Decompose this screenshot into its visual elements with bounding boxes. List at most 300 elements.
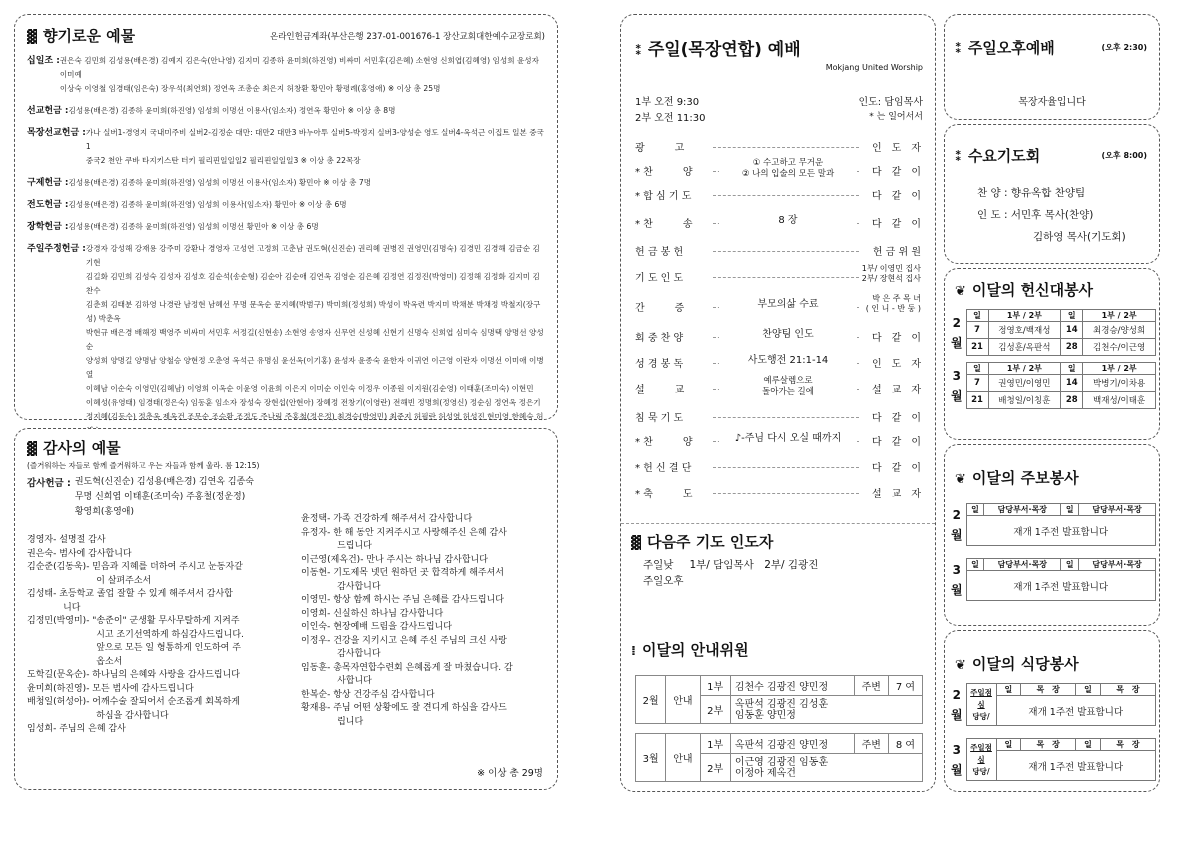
worship-order-item: [635, 213, 921, 233]
bulletin-table: [948, 558, 1156, 601]
month-label: [948, 310, 966, 356]
flower-icon: ❦: [955, 472, 966, 487]
thanks-message: [327, 702, 507, 729]
bulletin-panel: [944, 444, 1160, 626]
offering-line: 이혜성(유영태) 임경태(정은숙) 임동훈 임소자 장성숙 장현섭(안현아) 장혜정 전창기(이영란) 전해빈 정명희(정영신) 정순심 정연옥 정은기: [85, 398, 541, 407]
usher-service: 1부: [700, 676, 730, 696]
thanks-message-line: 감사합니다: [337, 649, 381, 659]
offering-label: 구제헌금 :: [27, 178, 69, 188]
worship-item-label: * 헌 신 결 단: [635, 463, 692, 474]
usher-role: 안내: [666, 734, 700, 782]
thanks-message: [327, 621, 452, 635]
table-cell: 정영호/백재성: [988, 322, 1061, 339]
thanks-entry: [27, 723, 297, 737]
thanks-message-line: - 주님 어떤 상황에도 잘 견디게 하심을 감사드: [327, 703, 507, 713]
cafeteria-table: [948, 738, 1156, 781]
worship-title: 주일(목장연합) 예배: [647, 40, 801, 60]
thanks-message: [327, 635, 507, 662]
thanks-name: 김순준(김동욱): [27, 562, 87, 572]
thanks-message-line: 사합니다: [337, 676, 372, 686]
offering-line: 가나 실버1-경영지 국내미주비 실버2-김정순 대만: 대만2 대만3 바누아투 실버5-박정지 실버3-양성순 영도 실버4-옥석근 이집트 일본 중국1: [85, 128, 544, 151]
section-mark-icon: ⁞: [631, 644, 636, 659]
announce-text: 재개 1주전 발표합니다: [996, 751, 1156, 781]
offering-label: 장학헌금 :: [27, 222, 69, 232]
thanks-name: 이영희: [301, 608, 328, 619]
thanks-entry: [27, 696, 297, 723]
worship-order-item: [635, 185, 921, 205]
thanks-title: 감사의 예물: [43, 439, 121, 457]
thanks-subtitle: (즐거워하는 자들로 함께 즐거워하고 우는 자들과 함께 울라. 롬 12:15): [27, 461, 260, 470]
thanks-message-line: - 기도제목 넷던 원하던 곳 합격하게 해주셔서: [327, 568, 504, 578]
worship-order-item: [635, 294, 921, 317]
thanks-message-line: 이 살펴주소서: [96, 575, 152, 586]
thanks-entry: [27, 561, 297, 588]
thanks-message-line: 하심을 감사합니다: [96, 710, 169, 721]
dotted-leader: [713, 251, 859, 252]
worship-item-person: 다 같 이: [872, 459, 921, 474]
worship-item-person: 다 같 이: [872, 409, 921, 424]
worship-item-label: 간 증: [635, 303, 685, 314]
thanks-message-line: - 믿음과 지혜를 더하여 주시고 눈동자같: [86, 562, 243, 572]
offering-label: 주일주정헌금 :: [27, 244, 86, 254]
worship-item-content: ① 수고하고 무거운 ② 나의 입술의 모든 말과: [719, 158, 857, 180]
table-cell: 7: [966, 322, 988, 339]
table-cell: 백재성/이태훈: [1083, 392, 1156, 409]
table-header-cell: 일: [1061, 310, 1083, 322]
month-unit: 월: [950, 762, 963, 777]
table-header-cell: 1부 / 2부: [988, 363, 1061, 375]
usher-names: 이근영 김광진 임동훈 이정아 제옥건: [730, 754, 922, 782]
table-row: [948, 322, 1156, 339]
offering-line: 정지혜(김동수) 정춘옥 제옥건 조무순 조승환 조정도 주나림 주홍철(정은정) 최경승(박영민) 최준지 허필란 허성영 허성진 현미영 한혜숙 허: [85, 412, 544, 421]
thanks-entry: [301, 554, 551, 568]
worship-item-content: 찬양팀 인도: [719, 329, 857, 340]
table-cell: 28: [1061, 392, 1083, 409]
thanks-message-line: 옵소서: [96, 656, 123, 667]
offering-panel: [14, 14, 558, 420]
table-header-cell: 목 장: [1021, 684, 1076, 696]
table-cell: 14: [1061, 322, 1083, 339]
thanks-message-line: - "송준이" 군생활 무사무탈하게 지켜주: [86, 616, 240, 626]
table-cell: 김성훈/옥판석: [988, 339, 1061, 356]
cafeteria-panel: [944, 630, 1160, 792]
dotted-leader: [713, 493, 859, 494]
table-body: [948, 559, 1156, 601]
table-header-cell: 일: [1061, 504, 1079, 516]
thanks-entry: [301, 689, 551, 703]
table-body: [948, 739, 1156, 781]
offering-names: [86, 242, 545, 452]
table-body: [948, 363, 1156, 409]
usher-count: 8 여: [888, 734, 922, 754]
thanks-entry: [301, 594, 551, 608]
table-header-cell: 일: [966, 363, 988, 375]
offering-names: [60, 54, 545, 96]
worship-item-content: ♪-주님 다시 오실 때까지: [719, 433, 857, 444]
offering-line: 이상숙 이영철 임경태(임은숙) 장우석(최연희) 정연옥 조총순 최은지 허창환 황민아 황평례(홍영애) ※ 이상 총 25명: [59, 84, 441, 93]
worship-time1: 1부 오전 9:30: [635, 97, 700, 108]
month-label: [948, 739, 966, 781]
thanks-header-line: 무명 신희엽 이태훈(조미숙) 주홍철(정운정): [74, 492, 246, 502]
thanks-entry: [27, 534, 297, 548]
table-body: [948, 504, 1156, 546]
cafeteria-title: 이달의 식당봉사: [971, 655, 1079, 673]
month-unit: 월: [950, 388, 963, 403]
worship-item-label: 설 교: [635, 385, 685, 396]
thanks-entry: [301, 567, 551, 594]
offering-entry: [27, 54, 545, 96]
table-cell: 21: [966, 392, 988, 409]
table-header-cell: 일: [1076, 684, 1101, 696]
thanks-name: 도학길(문옥순): [27, 670, 87, 680]
announce-text: 재개 1주전 발표합니다: [996, 696, 1156, 726]
afternoon-title: 주일오후예배: [967, 39, 1055, 57]
usher-names: 옥판석 김광진 양민정: [730, 734, 854, 754]
table-header-cell: 목 장: [1100, 684, 1155, 696]
month-number: 2: [952, 507, 961, 522]
thanks-entry: [27, 548, 297, 562]
worship-note: * 는 일어서서: [869, 112, 923, 122]
table-cell: 7: [966, 375, 988, 392]
offering-entry: [27, 198, 545, 212]
offering-entries: [27, 54, 545, 452]
worship-item-person: 설 교 자: [872, 381, 921, 396]
offering-line: 김성용(배은경) 김종하 윤미희(하진영) 임성희 이용사(임소자) 황민아 ※ 이상 총 6명: [68, 200, 347, 209]
section-mark-icon: ▓: [27, 30, 37, 45]
worship-item-person: 인 도 자: [872, 355, 921, 370]
worship-item-person: 다 같 이: [872, 215, 921, 230]
dedication-tables: [948, 309, 1156, 415]
thanks-message: [86, 669, 240, 683]
worship-item-label: 광 고: [635, 143, 685, 154]
dotted-leader: [713, 277, 859, 278]
thanks-entry: [301, 662, 551, 689]
worship-item-person: 인 도 자: [872, 139, 921, 154]
wednesday-time: (오후 8:00): [1101, 151, 1147, 160]
worship-order-item: [635, 457, 921, 477]
thanks-message-line: - 가족 건강하게 해주셔서 감사합니다: [327, 514, 473, 524]
thanks-name: 윤정택: [301, 514, 328, 524]
thanks-message-line: - 항상 건강주심 감사합니다: [327, 689, 435, 700]
worship-order-item: [635, 137, 921, 157]
thanks-message-line: 드립니다: [337, 541, 372, 551]
table-row: [948, 375, 1156, 392]
thanks-entry: [301, 513, 551, 527]
wednesday-leader: 인 도 : 서민후 목사(찬양): [977, 209, 1094, 221]
offering-line: 권은숙 김민희 김성용(배은경) 김예지 김은숙(안나영) 김지미 김종하 윤미희(하진영) 비싸미 서민후(김은혜) 소현영 신희엽(김혜영) 임성희 윤성자 이미예: [59, 56, 539, 79]
lunch-label-top: 주일점심: [970, 687, 992, 709]
table-header-row: [948, 363, 1156, 375]
thanks-right-column: [301, 513, 551, 729]
dedication-panel: [944, 268, 1160, 440]
thanks-message: [327, 513, 472, 527]
thanks-message-line: - 총목자연합수련회 은혜롭게 잘 마쳤습니다. 감: [327, 662, 513, 673]
table-header-cell: 1부 / 2부: [988, 310, 1061, 322]
table-row: [948, 571, 1156, 601]
usher-row: [636, 676, 923, 696]
dotted-leader: [713, 417, 859, 418]
usher-row: [636, 734, 923, 754]
month-unit: 월: [950, 335, 963, 350]
worship-item-label: 침 묵 기 도: [635, 413, 684, 424]
thanks-message: [86, 561, 243, 588]
worship-order-item: [635, 241, 921, 261]
table-header-row: [948, 739, 1156, 751]
offering-line: 김길화 김민희 김성숙 김성자 김성호 김순석(송순형) 김순아 김순애 김연옥 김영순 김은혜 김정연 김정진(박영미) 김정해 김정화 김지미 김찬수: [85, 272, 540, 295]
thanks-total: ※ 이상 총 29명: [477, 768, 543, 779]
worship-item-content: 사도행전 21:1-14: [719, 355, 857, 366]
afternoon-text: 목장자율입니다: [1018, 97, 1086, 108]
table-row: [948, 339, 1156, 356]
section-mark-icon: ⁑: [955, 42, 962, 57]
worship-item-content: 8 장: [719, 215, 857, 226]
table-header-cell: 일: [996, 684, 1021, 696]
worship-order-item: [635, 264, 921, 287]
table-row: [948, 516, 1156, 546]
month-label: [948, 559, 966, 601]
month-unit: 월: [950, 527, 963, 542]
table-header-row: [948, 684, 1156, 696]
worship-item-label: * 축 도: [635, 489, 693, 500]
thanks-panel: [14, 428, 558, 790]
lunch-label-bottom: 당당/: [972, 711, 990, 721]
thanks-entry: [27, 683, 297, 697]
offering-label: 목장선교헌금 :: [27, 128, 86, 138]
table-header-cell: 일: [966, 504, 984, 516]
thanks-entry: [301, 527, 551, 554]
thanks-message: [86, 696, 240, 723]
offering-line: 박현규 배은경 배해정 백영주 비싸미 서민후 서정길(신현송) 소현영 송영자 신무연 신성혜 신현기 신명숙 신희엽 심미숙 심명택 양명선 양성순: [85, 328, 544, 351]
section-mark-icon: ▓: [27, 442, 37, 457]
usher-role: 안내: [666, 676, 700, 724]
thanks-message-line: 앞으로 모든 일 형통하게 인도하여 주: [96, 643, 241, 653]
worship-item-person: 다 같 이: [872, 163, 921, 178]
thanks-message-line: 립니다: [337, 716, 364, 727]
cafeteria-table: [948, 683, 1156, 726]
table-cell: 최경승/양성희: [1083, 322, 1156, 339]
offering-line: 김성용(배은경) 김종하 윤미희(하진영) 임성희 이명선 황민아 ※ 이상 총 6명: [68, 222, 319, 231]
thanks-name: 이인숙: [301, 622, 328, 632]
thanks-name: 김정민(박영미): [27, 616, 87, 626]
thanks-message-line: - 모든 범사에 감사드립니다: [86, 683, 194, 694]
wednesday-panel: [944, 124, 1160, 264]
dotted-leader: [713, 467, 859, 468]
worship-order-item: [635, 327, 921, 347]
month-label: [948, 684, 966, 726]
thanks-message-line: - 초등학교 졸업 잘할 수 있게 해주셔서 감사합: [53, 589, 233, 599]
worship-item-person: 설 교 자: [872, 485, 921, 500]
table-header-cell: 일: [966, 559, 984, 571]
table-cell: 14: [1061, 375, 1083, 392]
thanks-message-line: - 건강을 지키시고 은혜 주신 주님의 크신 사랑: [327, 635, 507, 646]
offering-entry: [27, 242, 545, 452]
month-number: 2: [952, 687, 961, 702]
offering-entry: [27, 176, 545, 190]
offering-label: 선교헌금 :: [27, 106, 69, 116]
table-cell: 박병기/이차용: [1083, 375, 1156, 392]
thanks-name: 황재용: [301, 703, 328, 713]
month-unit: 월: [950, 582, 963, 597]
offering-entry: [27, 220, 545, 234]
afternoon-time: (오후 2:30): [1101, 43, 1147, 52]
offering-label: 전도헌금 :: [27, 200, 69, 210]
dedication-title: 이달의 헌신대봉사: [971, 281, 1094, 299]
thanks-message: [53, 723, 126, 737]
worship-item-person: 헌 금 위 원: [873, 243, 921, 258]
worship-item-person: 다 같 이: [872, 187, 921, 202]
thanks-message-line: - 만나 주시는 하나님 감사합니다: [360, 554, 488, 565]
section-mark-icon: ⁑: [635, 44, 642, 59]
wednesday-leader2: 김하영 목사(기도회): [1033, 231, 1126, 243]
thanks-message: [53, 534, 105, 548]
table-header-cell: 일: [1061, 363, 1083, 375]
offering-entry: [27, 104, 545, 118]
thanks-name: 유정자: [301, 527, 328, 538]
thanks-name: 윤미희(하진영): [27, 683, 87, 694]
offering-line: 강경자 강성해 강재용 강주미 강환나 경영자 고성연 고정희 고춘남 권도혁(신진순) 권리혜 권병진 권영민(김명숙) 김경민 김경해 김금순 김기현: [85, 244, 540, 267]
table-header-row: [948, 504, 1156, 516]
worship-item-content: 부모의삶 수료: [719, 299, 857, 310]
next-prayer-day-value: 1부/ 담임목사 2부/ 김광진: [689, 559, 819, 571]
worship-item-person: 1부/ 이영민 집사 2부/ 장현석 집사: [861, 264, 921, 283]
table-header-cell: 담당부서·목장: [984, 504, 1061, 516]
table-header-cell: 담당부서·목장: [984, 559, 1061, 571]
month-number: 2: [952, 315, 961, 330]
table-cell: 28: [1061, 339, 1083, 356]
thanks-message-line: - 한 해 동안 지켜주시고 사랑해주신 은혜 감사: [327, 527, 507, 538]
usher-month: 2월: [636, 676, 666, 724]
worship-order-item: [635, 431, 921, 451]
worship-panel: [620, 14, 936, 792]
thanks-header-line: 황영희(홍영애): [74, 507, 135, 517]
worship-item-person: 다 같 이: [872, 433, 921, 448]
thanks-entry: [301, 621, 551, 635]
thanks-message-line: - 신실하신 하나님 감사합니다: [327, 608, 444, 619]
thanks-message: [327, 527, 507, 554]
thanks-message-line: - 현장예배 드림을 감사드립니다: [327, 622, 452, 632]
lunch-label-bottom: 당당/: [972, 766, 990, 776]
offering-line: 김성용(배은경) 김종하 윤미희(하진영) 임성희 이명선 이용사(임소자) 황민아 ※ 이상 총 7명: [68, 178, 372, 187]
table-body: [948, 684, 1156, 726]
thanks-name: 권은숙: [27, 548, 54, 559]
month-label: [948, 504, 966, 546]
worship-item-label: 회 중 찬 양: [635, 333, 684, 344]
worship-item-label: 헌 금 봉 헌: [635, 247, 684, 258]
worship-item-label: * 찬 송: [635, 219, 693, 230]
cafeteria-tables: [948, 683, 1156, 793]
table-cell: 21: [966, 339, 988, 356]
bulletin-tables: [948, 503, 1156, 613]
thanks-entry: [301, 635, 551, 662]
worship-order-item: [635, 376, 921, 399]
dotted-leader: [713, 147, 859, 148]
offering-names: [86, 126, 545, 168]
thanks-message-line: 감사합니다: [337, 581, 381, 592]
thanks-message-line: - 주님의 은혜 감사: [53, 724, 126, 734]
month-number: 3: [952, 368, 961, 383]
section-mark-icon: ⁑: [955, 150, 962, 165]
ushers-table: [635, 675, 923, 782]
worship-item-content: 예루살렘으로 돌아가는 길에: [719, 376, 857, 398]
wednesday-praise: 찬 양 : 향유옥합 찬양팀: [977, 187, 1086, 199]
table-header-row: [948, 559, 1156, 571]
month-number: 3: [952, 562, 961, 577]
table-header-cell: 담당부서·목장: [1079, 504, 1156, 516]
worship-item-person: 다 같 이: [872, 329, 921, 344]
usher-service: 2부: [700, 754, 730, 782]
lunch-label-top: 주일점심: [970, 742, 992, 764]
thanks-message: [86, 683, 193, 697]
offering-entry: [27, 126, 545, 168]
thanks-entry: [27, 669, 297, 683]
month-number: 3: [952, 742, 961, 757]
thanks-message-line: - 항상 함께 하시는 주님 은혜를 감사드립니다: [327, 595, 504, 605]
thanks-message: [360, 554, 488, 568]
thanks-entry: [301, 608, 551, 622]
thanks-message: [327, 689, 434, 703]
announce-text: 재개 1주전 발표합니다: [966, 516, 1156, 546]
wednesday-title: 수요기도회: [967, 147, 1041, 165]
table-header-cell: 일: [966, 310, 988, 322]
next-prayer-label-day: 주일낮: [643, 559, 674, 571]
worship-item-label: * 찬 양: [635, 437, 693, 448]
bulletin-title: 이달의 주보봉사: [971, 469, 1079, 487]
thanks-name: 이동현: [301, 568, 328, 578]
offering-label: 십일조 :: [27, 56, 60, 66]
dedication-table: [948, 362, 1156, 409]
thanks-entry: [27, 615, 297, 669]
thanks-name: 이정우: [301, 635, 328, 646]
thanks-message-line: 시고 조기선역하게 하심감사드립니다.: [96, 629, 244, 640]
worship-order-item: [635, 158, 921, 181]
table-header-cell: 일: [1076, 739, 1101, 751]
offering-line: 김춘희 김태분 김하영 나경란 남정현 남혜선 무명 문옥순 문지혜(박범구) 박미희(정성희) 박성이 박옥련 박지미 박채분 박채정 박철지(장구성) 박춘옥: [85, 300, 541, 323]
dotted-leader: [713, 195, 859, 196]
worship-order-item: [635, 353, 921, 373]
offering-names: [69, 104, 396, 118]
thanks-name: 배청일(허성아): [27, 697, 87, 707]
thanks-message: [327, 567, 504, 594]
thanks-message-line: - 범사에 감사합니다: [53, 548, 132, 559]
offering-line: 양성희 양명길 양명남 양철승 양현정 오춘영 옥석근 유명심 윤선옥(이기홍) 윤성자 윤종숙 윤한자 이귀연 이근영 이란자 이명선 이미애 이병열: [85, 356, 544, 379]
thanks-entry: [27, 588, 297, 615]
usher-service: 1부: [700, 734, 730, 754]
thanks-message: [53, 548, 132, 562]
thanks-name: 임성희: [27, 724, 54, 734]
offering-line: 김성용(배은경) 김종하 윤미희(하진영) 임성희 이명선 이용사(임소자) 정연옥 황민아 ※ 이상 총 8명: [68, 106, 396, 115]
thanks-name: 이근영(제옥건): [301, 554, 361, 565]
thanks-entry: [301, 702, 551, 729]
table-header-cell: 일: [996, 739, 1021, 751]
table-header-cell: 1부 / 2부: [1083, 310, 1156, 322]
thanks-message-line: 니다: [63, 602, 81, 613]
worship-subtitle: Mokjang United Worship: [825, 63, 923, 72]
flower-icon: ❦: [955, 284, 966, 299]
thanks-name: 한복순: [301, 689, 328, 700]
thanks-name: 김성태: [27, 589, 54, 599]
worship-item-label: * 찬 양: [635, 167, 693, 178]
section-mark-icon: ▓: [631, 536, 641, 551]
table-header-cell: 목 장: [1021, 739, 1076, 751]
worship-item-label: 성 경 봉 독: [635, 359, 684, 370]
worship-item-label: * 합 심 기 도: [635, 191, 692, 202]
usher-names: 옥판석 김광진 김성훈 임동훈 양민정: [730, 696, 922, 724]
lunch-label: [966, 684, 996, 726]
next-prayer-title: 다음주 기도 인도자: [647, 533, 774, 551]
table-row: [948, 392, 1156, 409]
worship-time2: 2부 오전 11:30: [635, 113, 706, 124]
thanks-header-label: 감사헌금 :: [27, 478, 71, 489]
